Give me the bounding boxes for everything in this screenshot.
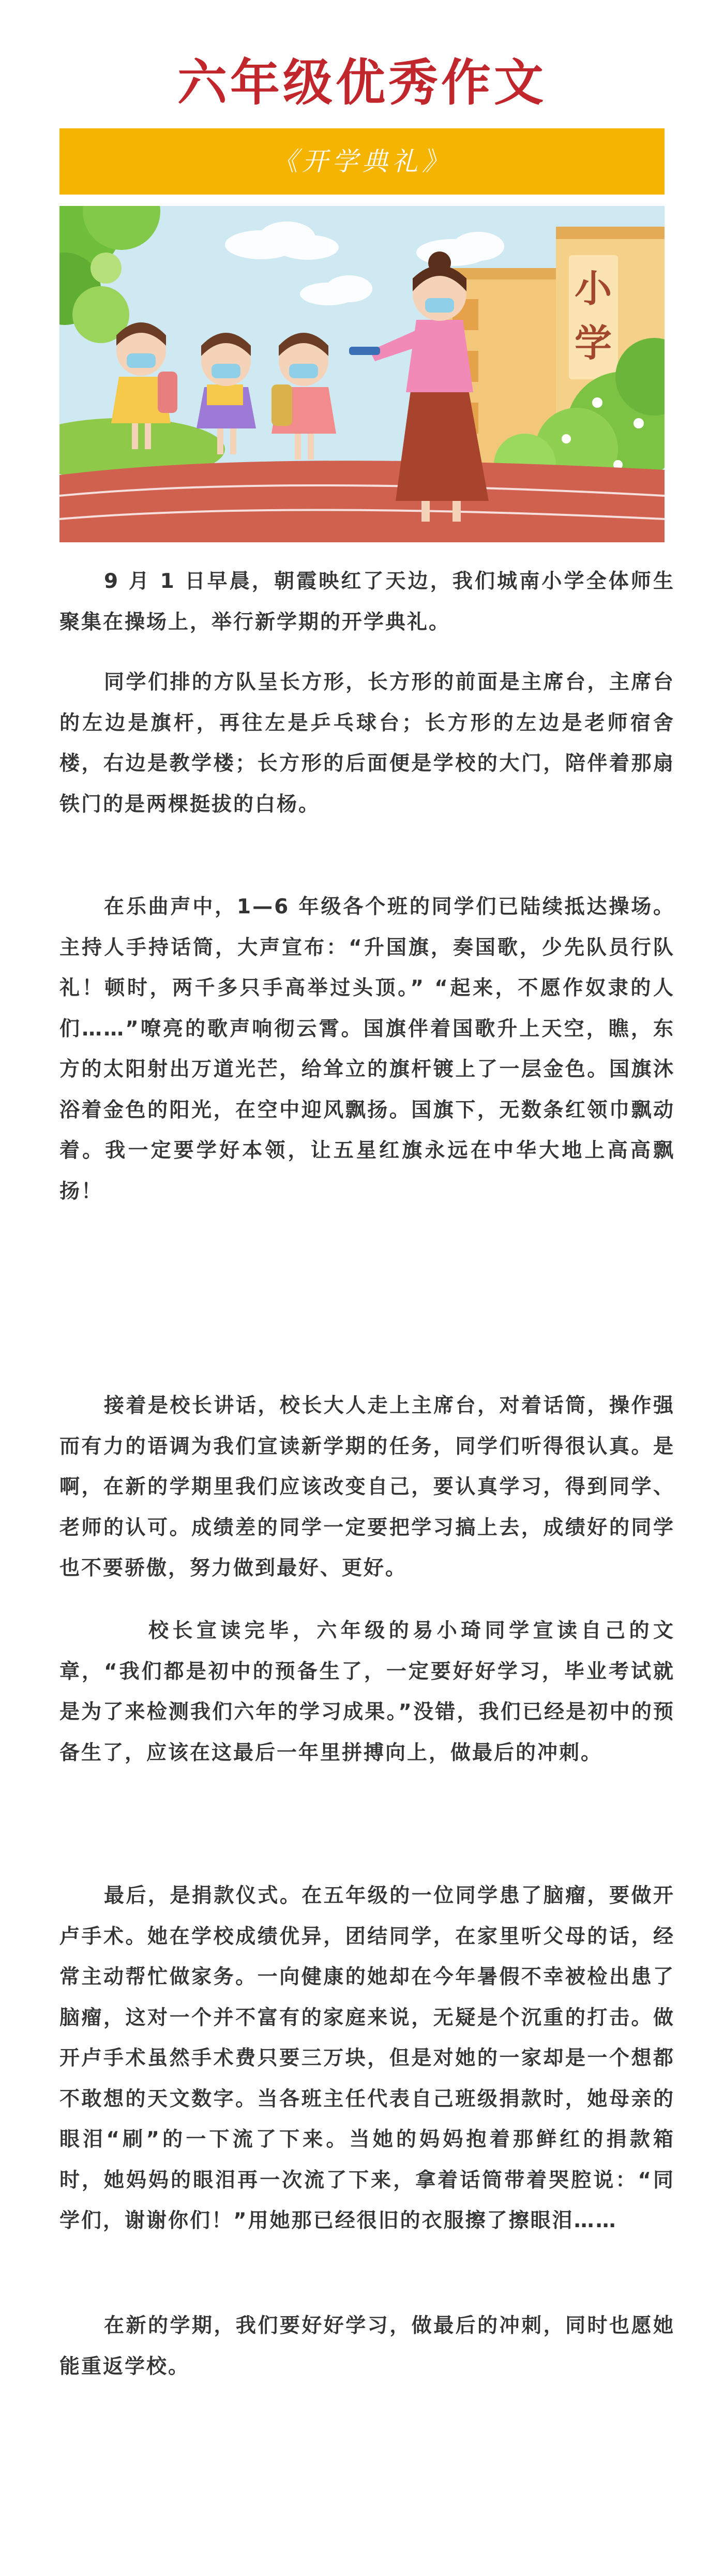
paragraph-7: 在新的学期，我们要好好学习，做最后的冲刺，同时也愿她能重返学校。: [59, 2314, 675, 2378]
article-title: 《开学典礼》: [272, 146, 452, 176]
paragraph-6: 最后，是捐款仪式。在五年级的一位同学患了脑瘤，要做开卢手术。她在学校成绩优异，团结同学，在家里听父母的话，经常主动帮忙做家务。一向健康的她却在今年暑假不幸被检出患了脑瘤，这对一个并不富有的家庭来说，无疑是个沉重的打击。做开卢手术虽然手术费只要三万块，但是对她的一家却是一个想都不敢想的天文数字。当各班主任代表自己班级捐款时，她母亲的眼泪“刷”的一下流了下来。当她的妈妈抱着那鲜红的捐款箱时，她妈妈的眼泪再一次流了下来，拿着话筒带着哭腔说：“同学们，谢谢你们！”用她那已经很旧的衣服擦了擦眼泪……: [59, 1884, 675, 2232]
running-track: [59, 461, 665, 542]
paragraph-5: 校长宣读完毕，六年级的易小琦同学宣读自己的文章，“我们都是初中的预备生了，一定要好好学习，毕业考试就是为了来检测我们六年的学习成果。”没错，我们已经是初中的预备生了，应该在这最后一年里拼搏向上，做最后的冲刺。: [59, 1619, 675, 1765]
school-sign: 学: [574, 321, 612, 365]
paragraph-3: 在乐曲声中，1—6 年级各个班的同学们已陆续抵达操场。主持人手持话筒，大声宣布：“升国旗，奏国歌，少先队员行队礼！顿时，两千多只手高举过头顶。” “起来，不愿作奴隶的人们……”嘹亮的歌声响彻云霄。国旗伴着国歌升上天空，瞧，东方的太阳射出万道光芒，给耸立的旗杆镀上了一层金色。国旗沐浴着金色的阳光，在空中迎风飘扬。国旗下，无数条红领巾飘动着。我一定要学好本领，让五星红旗永远在中华大地上高高飘扬！: [59, 895, 675, 1203]
opening-ceremony-illustration: [59, 206, 665, 542]
school-sign: 小: [574, 267, 612, 310]
page-title: 六年级优秀作文: [177, 54, 547, 112]
paragraph-2: 同学们排的方队呈长方形，长方形的前面是主席台，主席台的左边是旗杆，再往左是乒乓球台；长方形的左边是老师宿舍楼，右边是教学楼；长方形的后面便是学校的大门，陪伴着那扇铁门的是两棵挺拔的白杨。: [59, 671, 675, 816]
paragraph-4: 接着是校长讲话，校长大人走上主席台，对着话筒，操作强而有力的语调为我们宣读新学期的任务，同学们听得很认真。是啊，在新的学期里我们应该改变自己，要认真学习，得到同学、老师的认可。成绩差的同学一定要把学习搞上去，成绩好的同学也不要骄傲，努力做到最好、更好。: [59, 1394, 675, 1580]
paragraph-1: 9 月 1 日早晨，朝霞映红了天边，我们城南小学全体师生聚集在操场上，举行新学期的开学典礼。: [59, 570, 675, 634]
subtitle-banner: [59, 128, 665, 195]
